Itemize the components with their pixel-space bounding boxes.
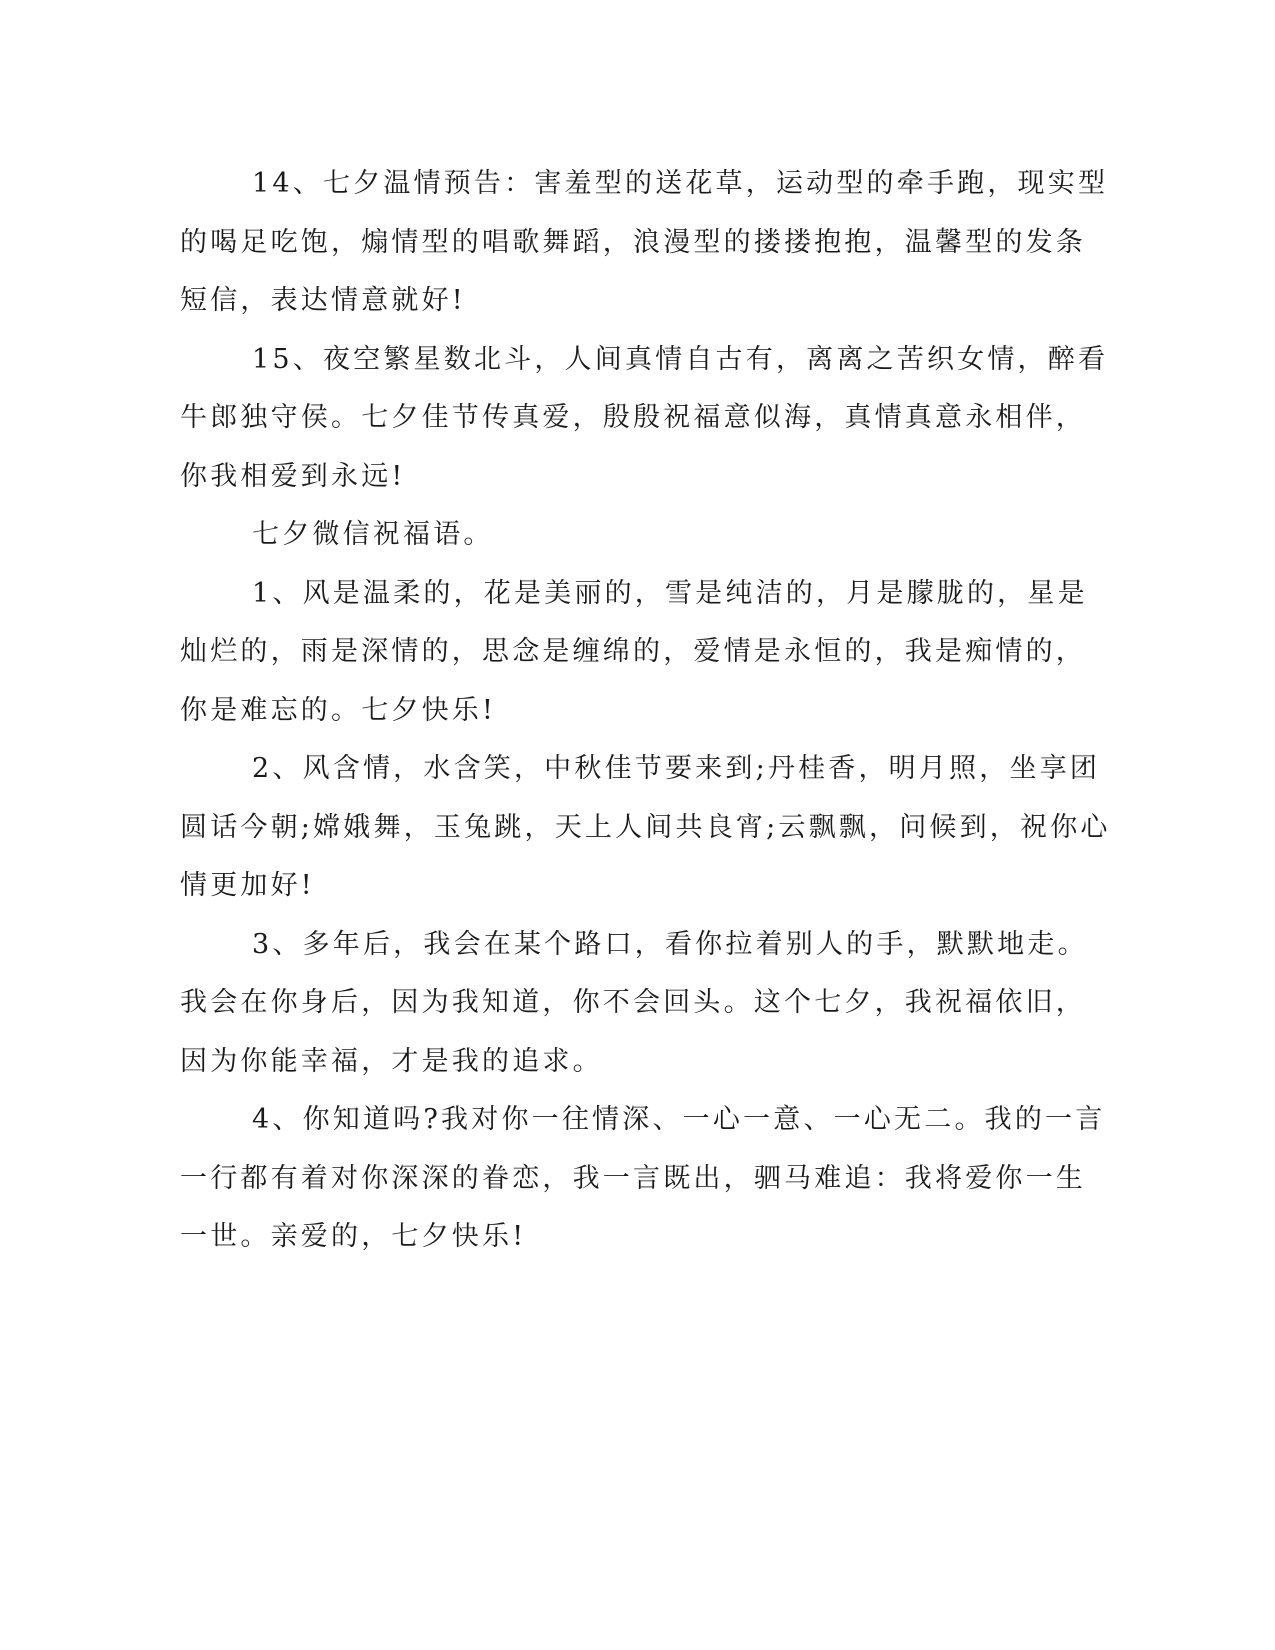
section-heading <box>180 506 1025 565</box>
text-line: 短信，表达情意就好! <box>180 285 466 316</box>
text-line: 14、七夕温情预告：害羞型的送花草，运动型的牵手跑，现实型 <box>252 168 1109 199</box>
text-line: 你是难忘的。七夕快乐! <box>180 694 497 726</box>
document-body <box>180 155 1111 1267</box>
text-line: 一行都有着对你深深的眷恋，我一言既出，驷马难追：我将爱你一生 <box>180 1162 1086 1194</box>
text-line: 情更加好! <box>180 870 315 901</box>
text-line: 15、夜空繁星数北斗，人间真情自古有，离离之苦织女情，醉看 <box>252 343 1109 375</box>
text-line: 我会在你身后，因为我知道，你不会回头。这个七夕，我祝福依旧， <box>180 987 1086 1018</box>
paragraph-2 <box>180 740 1111 916</box>
paragraph-4 <box>180 1091 1106 1267</box>
text-line: 3、多年后，我会在某个路口，看你拉着别人的手，默默地走。 <box>252 928 1088 960</box>
text-line: 七夕微信祝福语。 <box>252 519 494 550</box>
text-line: 一世。亲爱的，七夕快乐! <box>180 1221 527 1252</box>
paragraph-15 <box>180 331 1109 507</box>
paragraph-1 <box>180 565 1088 741</box>
text-line: 的喝足吃饱，煽情型的唱歌舞蹈，浪漫型的搂搂抱抱，温馨型的发条 <box>180 226 1086 258</box>
text-line: 2、风含情，水含笑，中秋佳节要来到;丹桂香，明月照，坐享团 <box>252 753 1101 784</box>
text-line: 你我相爱到永远! <box>180 460 406 492</box>
text-line: 因为你能幸福，才是我的追求。 <box>180 1045 603 1077</box>
text-line: 4、你知道吗?我对你一往情深、一心一意、一心无二。我的一言 <box>252 1104 1106 1135</box>
text-line: 圆话今朝;嫦娥舞，玉兔跳，天上人间共良宵;云飘飘，问候到，祝你心 <box>180 811 1111 843</box>
paragraph-3 <box>180 916 1088 1092</box>
text-line: 灿烂的，雨是深情的，思念是缠绵的，爱情是永恒的，我是痴情的， <box>180 636 1086 667</box>
text-line: 牛郎独守侯。七夕佳节传真爱，殷殷祝福意似海，真情真意永相伴， <box>180 402 1086 433</box>
paragraph-14 <box>180 155 1109 331</box>
text-line: 1、风是温柔的，花是美丽的，雪是纯洁的，月是朦胧的，星是 <box>252 577 1088 609</box>
